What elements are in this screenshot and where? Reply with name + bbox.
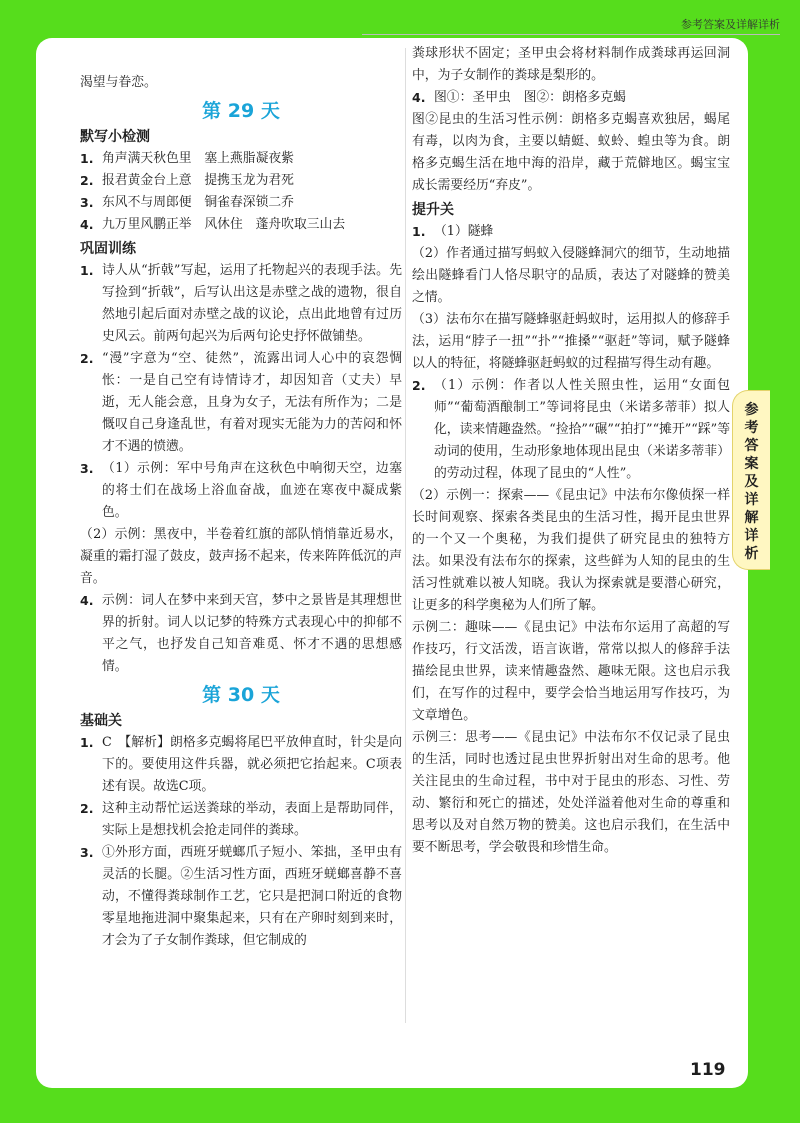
item-number: 1. <box>80 151 94 166</box>
answer-subpart: （2）示例：黑夜中，半卷着红旗的部队悄悄靠近易水，凝重的霜打湿了鼓皮，鼓声扬不起来，传来阵阵低沉的声音。 <box>80 527 402 586</box>
item-number: 1. <box>412 224 426 239</box>
dictation-title: 默写小检测 <box>80 129 150 145</box>
item-text: “漫”字意为“空、徒然”，流露出词人心中的哀怨惆怅：一是自己空有诗情诗才，却因知音（丈夫）早逝，无人能会意，且身为女子，无法有所作为；二是慨叹自己身逢乱世，有着对现实无能为力的苦闷和怀才不遇的愤懑。 <box>102 351 402 454</box>
running-header: 参考答案及详解详析 <box>681 18 780 31</box>
item-text: 东风不与周郎便 铜雀春深锁二乔 <box>102 195 294 210</box>
consolidate-title: 巩固训练 <box>80 241 136 257</box>
header-rule <box>362 34 780 35</box>
continued-text: 粪球形状不固定；圣甲虫会将材料制作成粪球再运回洞中，为子女制作的粪球是梨形的。 <box>412 46 730 83</box>
answer-item <box>80 590 402 678</box>
item-number: 2. <box>80 351 94 366</box>
answer-item <box>80 260 402 348</box>
answer-subpart: 示例三：思考——《昆虫记》中法布尔不仅记录了昆虫的生活，同时也透过昆虫世界折射出对生命的思考。他关注昆虫的生命过程，书中对于昆虫的形态、习性、劳动、繁衍和死亡的描述，处处洋溢着他对生命的尊重和思考以及对自然万物的赞美。这也启示我们，在生活中要不断思考，学会敬畏和珍惜生命。 <box>412 730 730 855</box>
item-number: 4. <box>80 593 94 608</box>
item-number: 1. <box>80 263 94 278</box>
answer-item <box>80 458 402 524</box>
item-number: 3. <box>80 845 94 860</box>
answer-subpart: （3）法布尔在描写隧蜂驱赶蚂蚁时，运用拟人的修辞手法，运用“脖子一扭”“扑”“推搡”“驱赶”等词，赋予隧蜂以人的特征，将隧蜂驱赶蚂蚁的过程描写得生动有趣。 <box>412 312 730 371</box>
day-29-heading: 第 29 天 <box>202 100 280 122</box>
intro-line: 渴望与眷恋。 <box>80 75 157 90</box>
item-text: 报君黄金台上意 提携玉龙为君死 <box>102 173 294 188</box>
answer-item <box>80 348 402 458</box>
item-number: 3. <box>80 461 94 476</box>
answer-item <box>80 798 402 842</box>
answer-item <box>412 221 730 243</box>
item-text: （1）示例：军中号角声在这秋色中响彻天空，边塞的将士们在战场上浴血奋战，血迹在寒夜中凝成紫色。 <box>102 461 402 520</box>
answer-item <box>80 732 402 798</box>
item-number: 2. <box>80 801 94 816</box>
item-number: 2. <box>412 378 426 393</box>
page-number: 119 <box>690 1060 726 1080</box>
dictation-item <box>80 214 402 236</box>
dictation-item <box>80 192 402 214</box>
answer-subpart: （2）作者通过描写蚂蚁入侵隧蜂洞穴的细节，生动地描绘出隧蜂看门人恪尽职守的品质，表达了对隧蜂的赞美之情。 <box>412 246 730 305</box>
item-text: （1）示例：作者以人性关照虫性，运用“女面包师”“葡萄酒酿制工”等词将昆虫（米诺多蒂菲）拟人化，读来情趣盎然。“捡拾”“碾”“拍打”“摊开”“踩”等动词的使用，生动形象地体现出昆虫（米诺多蒂菲）的劳动过程，体现了昆虫的“人性”。 <box>434 378 730 481</box>
item-number: 4. <box>80 217 94 232</box>
item-text: 这种主动帮忙运送粪球的举动，表面上是帮助同伴，实际上是想找机会抢走同伴的粪球。 <box>102 801 402 838</box>
item-number: 1. <box>80 735 94 750</box>
item-text: 图①：圣甲虫 图②：朗格多克蝎 <box>434 90 626 105</box>
answer-subpart: 图②昆虫的生活习性示例：朗格多克蝎喜欢独居，蝎尾有毒，以肉为食，主要以蜻蜓、蚁蛉、蝗虫等为食。朗格多克蝎生活在地中海的沿岸，藏于荒僻地区。蝎宝宝成长需要经历“弃皮”。 <box>412 112 730 193</box>
answer-subpart: （2）示例一：探索——《昆虫记》中法布尔像侦探一样长时间观察、探索各类昆虫的生活习性，揭开昆虫世界的一个又一个奥秘，为我们提供了研究昆虫的独特方法。如果没有法布尔的探索，这些鲜为人知的昆虫的生活习性就难以被人知晓。我认为探索就是要潜心研究，让更多的科学奥秘为人们所了解。 <box>412 488 730 613</box>
answer-item <box>80 842 402 952</box>
item-text: 九万里风鹏正举 风休住 蓬舟吹取三山去 <box>102 217 346 232</box>
day-30-heading: 第 30 天 <box>202 684 280 706</box>
item-text: （1）隧蜂 <box>434 224 494 239</box>
advance-title: 提升关 <box>412 202 454 218</box>
left-column <box>80 72 402 952</box>
side-tab[interactable] <box>732 390 770 570</box>
answer-item <box>412 375 730 485</box>
answer-item <box>412 87 730 109</box>
side-tab-label: 参考答案及详解详析 <box>744 402 759 562</box>
item-text: 角声满天秋色里 塞上燕脂凝夜紫 <box>102 151 294 166</box>
answer-subpart: 示例二：趣味——《昆虫记》中法布尔运用了高超的写作技巧，行文活泼，语言诙谐，常常以拟人的修辞手法描绘昆虫世界，读来情趣盎然、趣味无限。这也启示我们，在写作的过程中，要学会恰当地运用写作技巧，为文章增色。 <box>412 620 730 723</box>
item-number: 4. <box>412 90 426 105</box>
item-text: ①外形方面，西班牙蜣螂爪子短小、笨拙，圣甲虫有灵活的长腿。②生活习性方面，西班牙蜣螂喜静不喜动，不懂得粪球制作工艺，它只是把洞口附近的食物零星地拖进洞中聚集起来，只有在产卵时刻到来时，才会为了子女制作粪球，但它制成的 <box>102 845 402 948</box>
dictation-item <box>80 170 402 192</box>
item-text: 诗人从“折戟”写起，运用了托物起兴的表现手法。先写捡到“折戟”，后写认出这是赤壁之战的遗物，很自然地引起后面对赤壁之战的议论，点出此地曾有过历史风云。前两句起兴为后两句论史抒怀做铺垫。 <box>102 263 402 344</box>
basic-title: 基础关 <box>80 713 122 729</box>
item-text: C 【解析】朗格多克蝎将尾巴平放伸直时，针尖是向下的。要使用这件兵器，就必须把它抬起来。C项表述有误。故选C项。 <box>102 735 402 794</box>
item-number: 3. <box>80 195 94 210</box>
item-text: 示例：词人在梦中来到天宫，梦中之景皆是其理想世界的折射。词人以记梦的特殊方式表现心中的抑郁不平之气，也抒发自己知音难觅、怀才不遇的思想感情。 <box>102 593 402 674</box>
dictation-item <box>80 148 402 170</box>
column-divider <box>405 48 406 1023</box>
item-number: 2. <box>80 173 94 188</box>
right-column <box>412 43 730 859</box>
